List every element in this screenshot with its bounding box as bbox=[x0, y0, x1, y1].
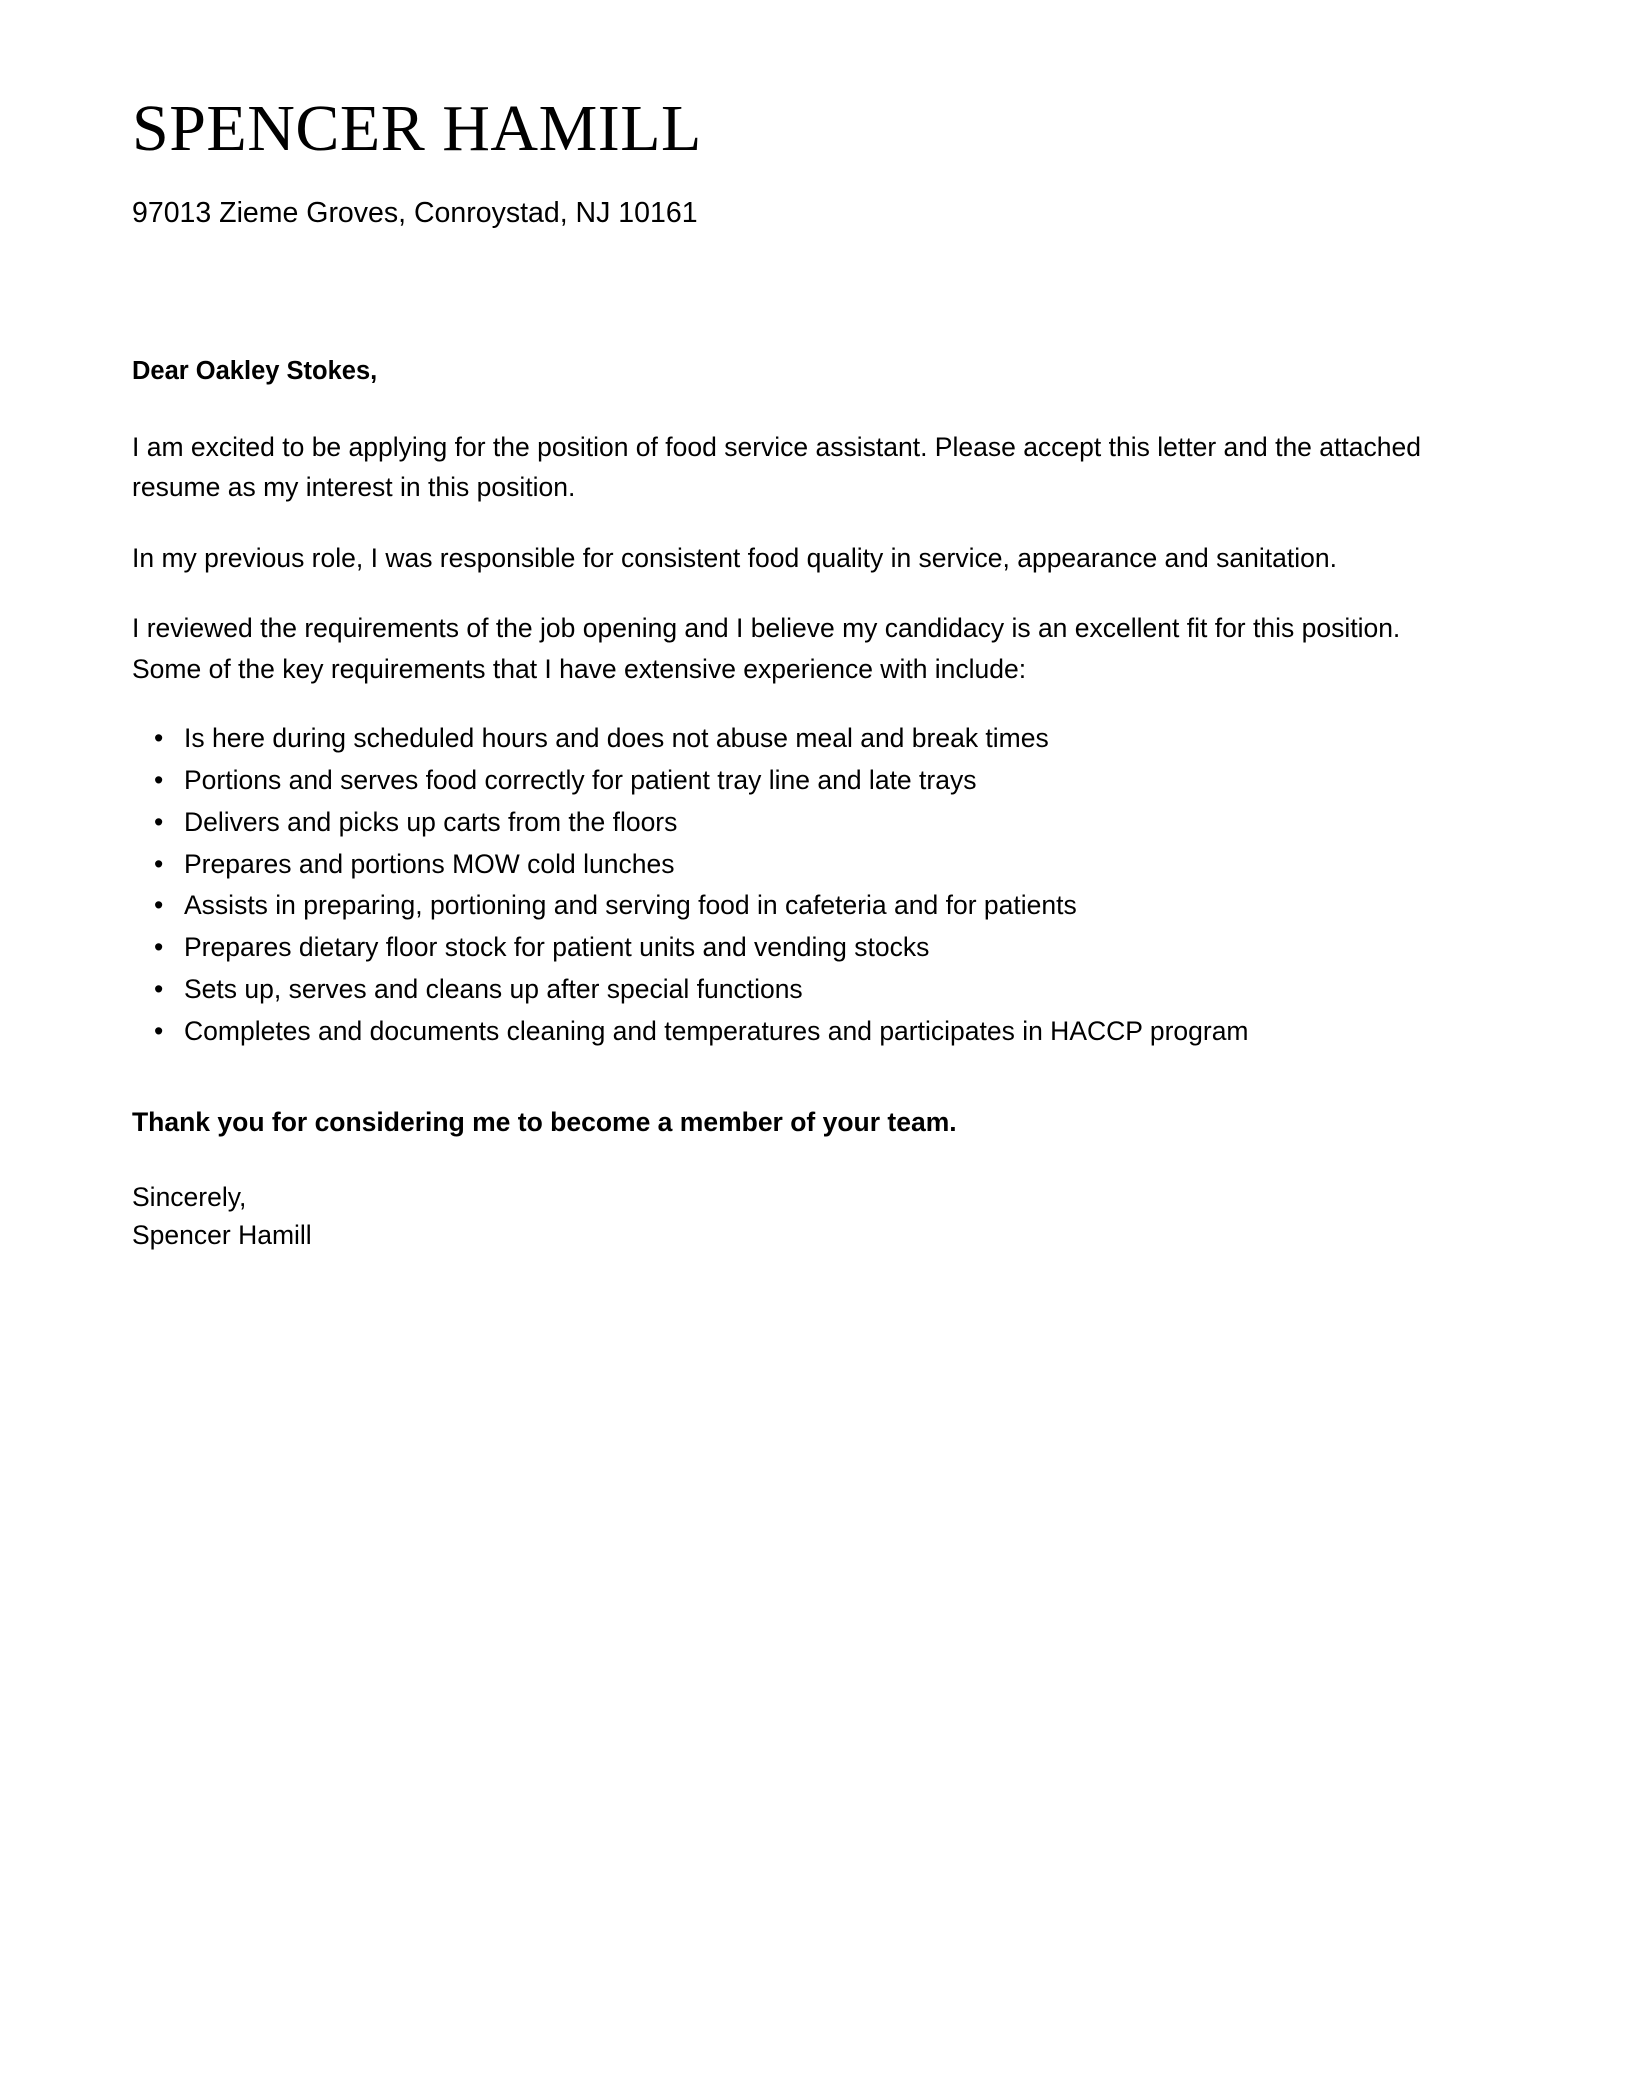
list-item bbox=[132, 803, 1452, 843]
page-title: SPENCER HAMILL bbox=[132, 92, 702, 165]
list-item-label: Completes and documents cleaning and temperatures and participates in HACCP program bbox=[184, 1015, 1249, 1046]
paragraph-experience: In my previous role, I was responsible for consistent food quality in service, appearance and sanitation. bbox=[132, 542, 1337, 573]
cover-letter-body bbox=[132, 92, 1452, 1254]
signoff-label: Sincerely, bbox=[132, 1182, 247, 1213]
list-item-label: Delivers and picks up carts from the floors bbox=[184, 806, 678, 837]
contact-address: 97013 Zieme Groves, Conroystad, NJ 10161 bbox=[132, 197, 698, 229]
bullet-icon: • bbox=[154, 723, 164, 754]
closing-statement: Thank you for considering me to become a member of your team. bbox=[132, 1107, 957, 1138]
list-item bbox=[132, 1012, 1452, 1052]
list-item bbox=[132, 970, 1452, 1010]
bullet-icon: • bbox=[154, 973, 164, 1004]
bullet-icon: • bbox=[154, 848, 164, 879]
list-item-label: Prepares and portions MOW cold lunches bbox=[184, 848, 675, 879]
list-item bbox=[132, 761, 1452, 801]
bullet-icon: • bbox=[154, 1015, 164, 1046]
paragraph-requirements-intro: I reviewed the requirements of the job opening and I believe my candidacy is an excellent fit for this position. Some of the key requirements that I have extensive experience with include: bbox=[132, 613, 1401, 684]
list-item-label: Portions and serves food correctly for patient tray line and late trays bbox=[184, 765, 977, 796]
list-item-label: Assists in preparing, portioning and serving food in cafeteria and for patients bbox=[184, 890, 1077, 921]
bullet-icon: • bbox=[154, 806, 164, 837]
signature-block bbox=[132, 1179, 1452, 1254]
list-item bbox=[132, 886, 1452, 926]
list-item bbox=[132, 845, 1452, 885]
bullet-icon: • bbox=[154, 890, 164, 921]
list-item bbox=[132, 719, 1452, 759]
letter-content bbox=[132, 352, 1452, 1254]
list-item-label: Is here during scheduled hours and does not abuse meal and break times bbox=[184, 723, 1049, 754]
bullet-icon: • bbox=[154, 932, 164, 963]
list-item-label: Sets up, serves and cleans up after special functions bbox=[184, 973, 803, 1004]
signature-name: Spencer Hamill bbox=[132, 1219, 312, 1250]
paragraph-intro: I am excited to be applying for the position of food service assistant. Please accept this letter and the attached resume as my interest in this position. bbox=[132, 431, 1421, 503]
salutation: Dear Oakley Stokes, bbox=[132, 357, 378, 386]
list-item bbox=[132, 928, 1452, 968]
bullet-icon: • bbox=[154, 765, 164, 796]
requirements-list bbox=[132, 719, 1452, 1051]
list-item-label: Prepares dietary floor stock for patient units and vending stocks bbox=[184, 932, 930, 963]
